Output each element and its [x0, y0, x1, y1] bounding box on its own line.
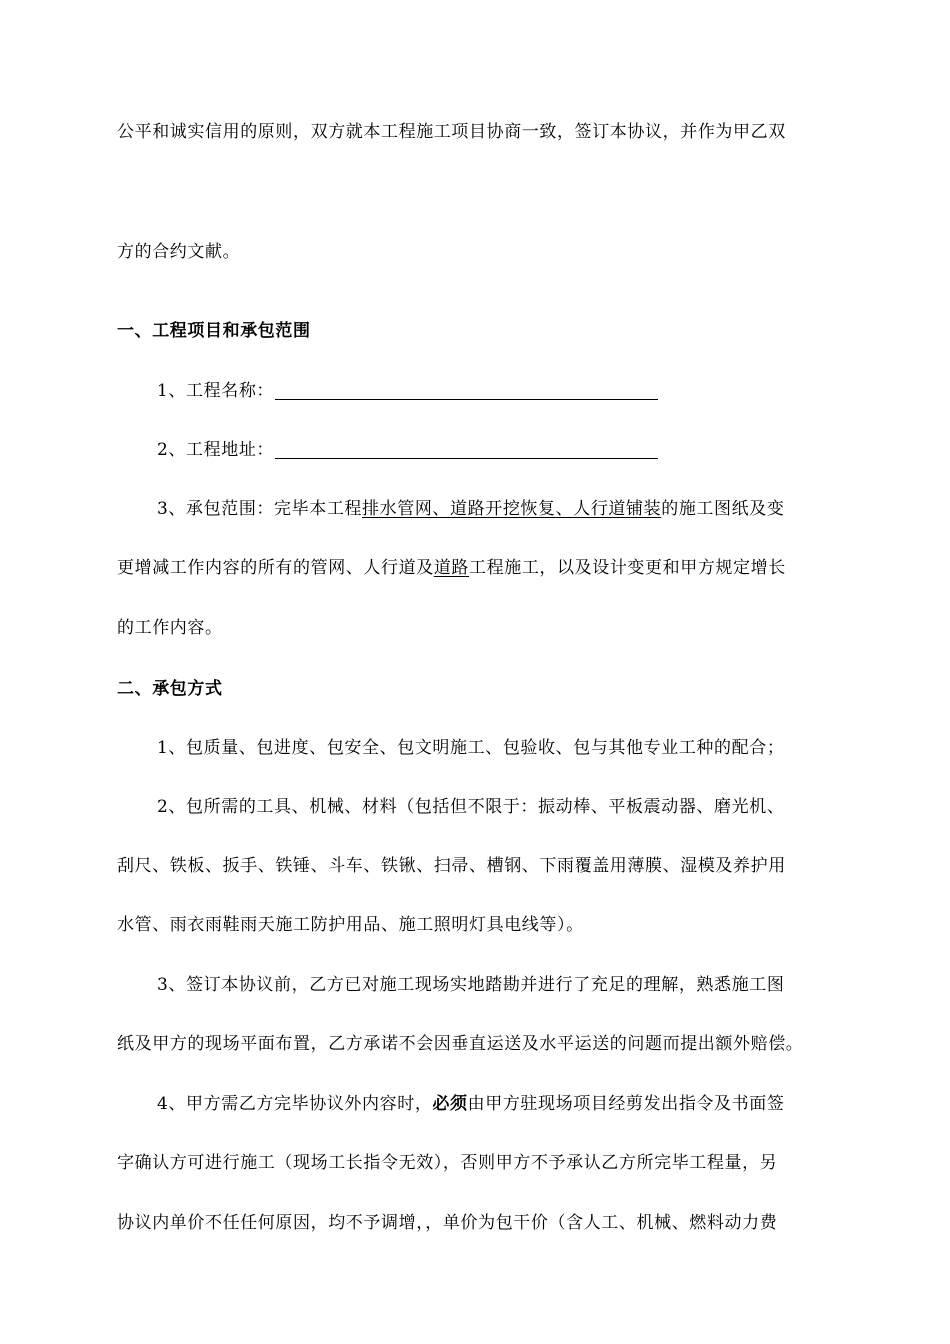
section-1-heading: 一、工程项目和承包范围 — [117, 321, 311, 341]
intro-line-1-part-b: 签订本协议， — [574, 122, 681, 142]
project-name-label: 1、工程名称： — [157, 381, 275, 401]
contract-item-1: 1、包质量、包进度、包安全、包文明施工、包验收、包与其他专业工种的配合； — [157, 738, 785, 758]
intro-line-1-part-a: 公平和诚实信用的原则，双方就本工程施工项目协商一致， — [117, 122, 575, 142]
contract-item-2-line-1: 2、包所需的工具、机械、材料（包括但不限于：振动棒、平板震动器、磨光机、 — [157, 797, 785, 817]
scope-line-2-b: 工程施工，以及设计变更和甲方规定增长 — [469, 558, 786, 578]
contract-item-4-bold: 必须 — [432, 1094, 468, 1114]
scope-line-2-a: 更增减工作内容的所有的管网、人行道及 — [117, 558, 434, 578]
project-address-row — [157, 438, 658, 462]
scope-underlined-text: 排水管网、道路开挖恢复、人行道铺装 — [362, 499, 662, 519]
contract-item-4-line-1 — [157, 1092, 784, 1116]
intro-line-1-part-c: 并作为甲乙双 — [680, 122, 786, 142]
contract-item-2-line-3: 水管、雨衣雨鞋雨天施工防护用品、施工照明灯具电线等）。 — [117, 915, 584, 935]
project-name-blank — [275, 379, 658, 400]
project-address-label: 2、工程地址： — [157, 440, 275, 460]
contract-item-3-line-2: 纸及甲方的现场平面布置，乙方承诺不会因垂直运送及水平运送的问题而提出额外赔偿。 — [117, 1034, 804, 1054]
intro-line-2: 方的合约文献。 — [117, 242, 241, 262]
scope-line-1 — [157, 497, 784, 521]
contract-item-3-line-1: 3、签订本协议前，乙方已对施工现场实地踏勘并进行了充足的理解，熟悉施工图 — [157, 975, 785, 995]
section-2-heading: 二、承包方式 — [117, 679, 223, 699]
project-address-blank — [275, 438, 658, 459]
scope-line-3: 的工作内容。 — [117, 618, 223, 638]
scope-text-a: 3、承包范围：完毕本工程 — [157, 499, 363, 519]
contract-item-2-line-2: 刮尺、铁板、扳手、铁锤、斗车、铁锹、扫帚、槽钢、下雨覆盖用薄膜、湿模及养护用 — [117, 856, 786, 876]
contract-item-4-line-2: 字确认方可进行施工（现场工长指令无效），否则甲方不予承认乙方所完毕工程量，另 — [117, 1153, 778, 1173]
contract-item-4-text-a: 4、甲方需乙方完毕协议外内容时， — [157, 1094, 433, 1114]
contract-item-4-line-3: 协议内单价不任任何原因，均不予调增，，单价为包干价（含人工、机械、燃料动力费 — [117, 1213, 778, 1233]
project-name-row — [157, 379, 658, 403]
scope-text-b: 的施工图纸及变 — [661, 499, 785, 519]
scope-line-2-underlined: 道路 — [433, 558, 470, 578]
intro-line-1 — [117, 120, 786, 144]
contract-item-4-text-b: 由甲方驻现场项目经剪发出指令及书面签 — [467, 1094, 785, 1114]
scope-line-2 — [117, 556, 786, 580]
